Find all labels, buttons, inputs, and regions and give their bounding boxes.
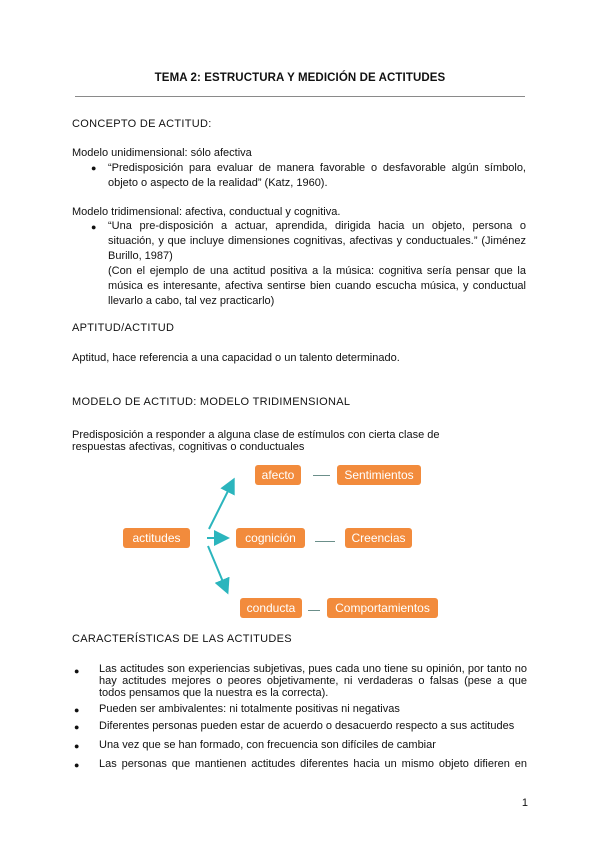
tridimensional-example: (Con el ejemplo de una actitud positiva a la música: cognitiva sería pensar que la música es interesante, afectiva sentirse bien cuando escucha música, y conductual llevarlo a cabo, tal vez practicarlo): [108, 265, 526, 307]
section-heading-aptitud: APTITUD/ACTITUD: [72, 322, 175, 334]
list-item: Pueden ser ambivalentes: ni totalmente positivas ni negativas: [99, 703, 400, 715]
tridimensional-definition: “Una pre-disposición a actuar, aprendida, dirigida hacia un objeto, persona o situación, y que incluye dimensiones cognitivas, afectivas y conductuales.” (Jiménez Burillo, 1987): [108, 220, 526, 262]
diagram-node-comportamientos: Comportamientos: [327, 598, 438, 618]
section-heading-concepto: CONCEPTO DE ACTITUD:: [72, 118, 212, 130]
list-item: Diferentes personas pueden estar de acuerdo o desacuerdo respecto a sus actitudes: [99, 720, 515, 732]
list-item: Las personas que mantienen actitudes diferentes hacia un mismo objeto difieren en: [99, 758, 527, 770]
diagram-node-conducta: conducta: [240, 598, 302, 618]
title-divider: [75, 96, 525, 97]
list-item: Una vez que se han formado, con frecuencia son difíciles de cambiar: [99, 739, 436, 751]
bullet-icon: ●: [74, 666, 80, 676]
bullet-icon: ●: [91, 222, 97, 232]
unidimensional-label: Modelo unidimensional: sólo afectiva: [72, 147, 252, 159]
diagram-node-cognicion: cognición: [236, 528, 305, 548]
section-heading-caracteristicas: CARACTERÍSTICAS DE LAS ACTITUDES: [72, 633, 292, 645]
bullet-icon: ●: [74, 741, 80, 751]
connector-line: [313, 475, 330, 476]
bullet-icon: ●: [74, 705, 80, 715]
bullet-icon: ●: [74, 722, 80, 732]
page-number: 1: [521, 797, 528, 809]
connector-line: [315, 541, 335, 542]
section-heading-modelo: MODELO DE ACTITUD: MODELO TRIDIMENSIONAL: [72, 396, 351, 408]
list-item: Las actitudes son experiencias subjetivas, pues cada uno tiene su opinión, por tanto no hay actitudes mejores o peores objetivamente, ni verdaderas o falsas (pese a que todos pensamos que la nuestra es la correcta).: [99, 663, 527, 699]
bullet-icon: ●: [74, 760, 80, 770]
aptitud-definition: Aptitud, hace referencia a una capacidad o un talento determinado.: [72, 352, 400, 364]
document-title: TEMA 2: ESTRUCTURA Y MEDICIÓN DE ACTITUDES: [154, 72, 446, 84]
modelo-description: Predisposición a responder a alguna clase de estímulos con cierta clase de respuestas afectivas, cognitivas o conductuales: [72, 429, 440, 453]
diagram-node-sentimientos: Sentimientos: [337, 465, 421, 485]
diagram-node-creencias: Creencias: [345, 528, 412, 548]
connector-line: [308, 610, 320, 611]
diagram-node-afecto: afecto: [255, 465, 301, 485]
tridimensional-diagram: [0, 455, 600, 625]
unidimensional-definition: “Predisposición para evaluar de manera favorable o desfavorable algún símbolo, objeto o aspecto de la realidad” (Katz, 1960).: [108, 162, 526, 189]
diagram-node-actitudes: actitudes: [123, 528, 190, 548]
bullet-icon: ●: [91, 163, 97, 173]
tridimensional-label: Modelo tridimensional: afectiva, conductual y cognitiva.: [72, 206, 341, 218]
